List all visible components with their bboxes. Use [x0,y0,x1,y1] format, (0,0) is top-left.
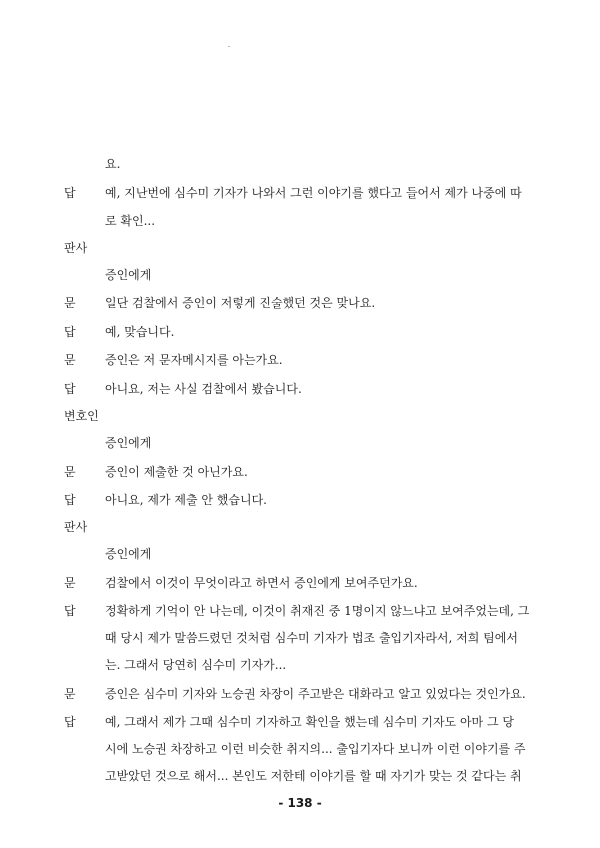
question-text: 증인이 제출한 것 아닌가요. [105,465,248,479]
answer-text: 로 확인... [105,214,156,228]
answer-text: 정확하게 기억이 안 나는데, 이것이 취재진 중 1명이지 않느냐고 보여주었는데, 그 [105,604,530,618]
question-text: 검찰에서 이것이 무엇이라고 하면서 증인에게 보여주던가요. [105,576,418,590]
section-speaker-judge: 판사 [64,520,88,534]
speaker-label-answer: 답 [64,186,76,200]
answer-text: 예, 그래서 제가 그때 심수미 기자하고 확인을 했는데 심수미 기자도 아마 그 당 [105,715,514,729]
page-number: - 138 - [278,796,322,810]
speaker-label-question: 문 [64,687,76,701]
answer-text: 아니요, 저는 사실 검찰에서 봤습니다. [105,382,302,396]
speaker-label-question: 문 [64,353,76,367]
speaker-label-answer: 답 [64,604,76,618]
question-text: 증인은 저 문자메시지를 아는가요. [105,353,283,367]
speaker-label-question: 문 [64,465,76,479]
answer-text: 예, 지난번에 심수미 기자가 나와서 그런 이야기를 했다고 들어서 제가 나중에 따 [105,186,522,200]
speaker-label-question: 문 [64,296,76,310]
speaker-label-answer: 답 [64,382,76,396]
addressee: 증인에게 [105,436,152,450]
speaker-label-question: 문 [64,576,76,590]
answer-text: 때 당시 제가 말씀드렸던 것처럼 심수미 기자가 법조 출입기자라서, 저희 팀에서 [105,631,518,645]
answer-continuation: 요. [105,157,121,171]
answer-text: 예, 맞습니다. [105,325,175,339]
speaker-label-answer: 답 [64,493,76,507]
section-speaker-judge: 판사 [64,241,88,255]
question-text: 증인은 심수미 기자와 노승권 차장이 주고받은 대화라고 알고 있었다는 것인가요. [105,687,526,701]
scan-speck [228,46,230,47]
answer-text: 고받았던 것으로 해서... 본인도 저한테 이야기를 할 때 자기가 맞는 것 같다는 취 [105,769,522,783]
speaker-label-answer: 답 [64,325,76,339]
question-text: 일단 검찰에서 증인이 저렇게 진술했던 것은 맞나요. [105,296,376,310]
speaker-label-answer: 답 [64,715,76,729]
answer-text: 는. 그래서 당연히 심수미 기자가... [105,658,287,672]
section-speaker-attorney: 변호인 [64,409,99,423]
answer-text: 시에 노승권 차장하고 이런 비슷한 취지의... 출입기자다 보니까 이런 이야기를 주 [105,742,526,756]
addressee: 증인에게 [105,268,152,282]
addressee: 증인에게 [105,547,152,561]
answer-text: 아니요, 제가 제출 안 했습니다. [105,493,267,507]
